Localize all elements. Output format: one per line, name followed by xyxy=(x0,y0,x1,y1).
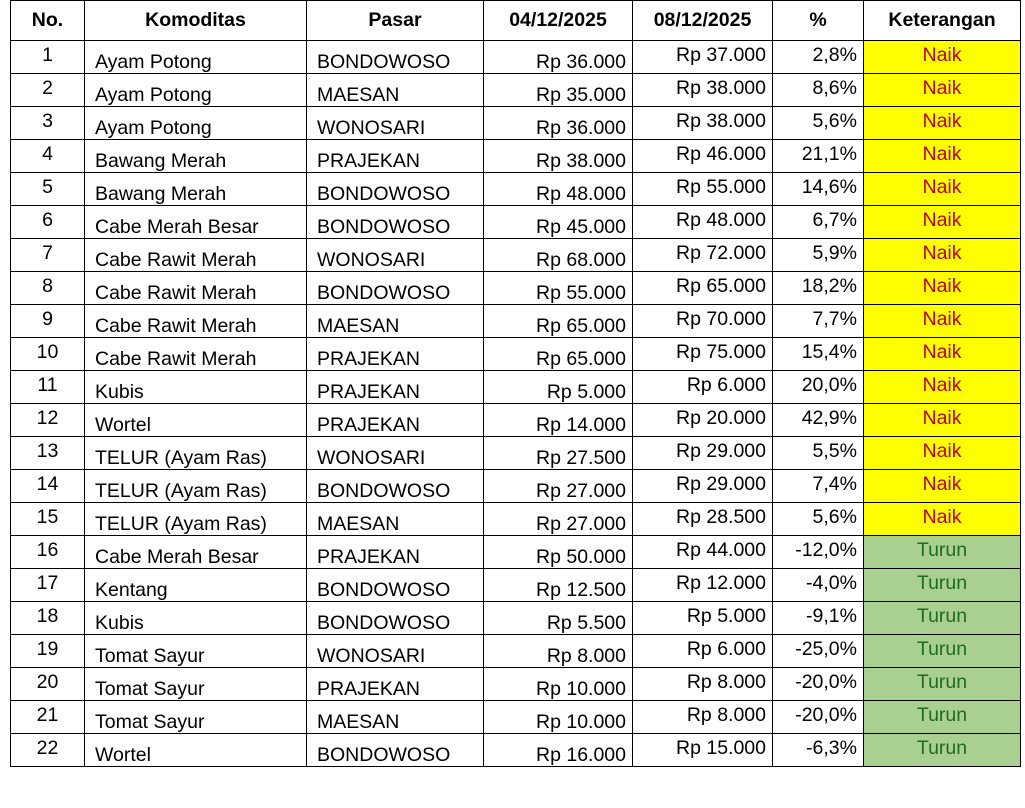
cell-percent: 5,6% xyxy=(773,107,864,140)
cell-no: 17 xyxy=(11,569,85,602)
header-date-1: 04/12/2025 xyxy=(484,1,633,41)
cell-pasar: WONOSARI xyxy=(307,107,484,140)
cell-price-08-12: Rp 5.000 xyxy=(633,602,773,635)
cell-komoditas: Tomat Sayur xyxy=(85,668,307,701)
status-badge-naik: Naik xyxy=(864,239,1021,272)
cell-percent: -4,0% xyxy=(773,569,864,602)
cell-price-04-12: Rp 27.000 xyxy=(484,470,633,503)
table-row xyxy=(11,404,1021,437)
header-no: No. xyxy=(11,1,85,41)
status-badge-naik: Naik xyxy=(864,140,1021,173)
cell-komoditas: Bawang Merah xyxy=(85,140,307,173)
cell-pasar: BONDOWOSO xyxy=(307,173,484,206)
table-row xyxy=(11,569,1021,602)
cell-komoditas: Cabe Rawit Merah xyxy=(85,305,307,338)
cell-komoditas: Kentang xyxy=(85,569,307,602)
table-row xyxy=(11,140,1021,173)
status-badge-naik: Naik xyxy=(864,503,1021,536)
cell-komoditas: Bawang Merah xyxy=(85,173,307,206)
status-badge-naik: Naik xyxy=(864,371,1021,404)
status-badge-naik: Naik xyxy=(864,206,1021,239)
cell-komoditas: TELUR (Ayam Ras) xyxy=(85,437,307,470)
status-badge-turun: Turun xyxy=(864,536,1021,569)
table-row xyxy=(11,371,1021,404)
cell-price-08-12: Rp 15.000 xyxy=(633,734,773,767)
table-row xyxy=(11,74,1021,107)
cell-price-04-12: Rp 16.000 xyxy=(484,734,633,767)
cell-price-04-12: Rp 35.000 xyxy=(484,74,633,107)
cell-price-04-12: Rp 5.500 xyxy=(484,602,633,635)
cell-price-08-12: Rp 29.000 xyxy=(633,470,773,503)
cell-percent: 15,4% xyxy=(773,338,864,371)
cell-percent: 7,4% xyxy=(773,470,864,503)
cell-price-04-12: Rp 36.000 xyxy=(484,41,633,74)
cell-pasar: PRAJEKAN xyxy=(307,140,484,173)
header-pasar: Pasar xyxy=(307,1,484,41)
table-row xyxy=(11,536,1021,569)
cell-pasar: WONOSARI xyxy=(307,635,484,668)
cell-price-04-12: Rp 27.000 xyxy=(484,503,633,536)
table-row xyxy=(11,338,1021,371)
cell-price-08-12: Rp 8.000 xyxy=(633,701,773,734)
cell-no: 11 xyxy=(11,371,85,404)
cell-percent: -12,0% xyxy=(773,536,864,569)
cell-pasar: MAESAN xyxy=(307,503,484,536)
cell-price-08-12: Rp 75.000 xyxy=(633,338,773,371)
status-badge-turun: Turun xyxy=(864,701,1021,734)
status-badge-naik: Naik xyxy=(864,338,1021,371)
cell-percent: 14,6% xyxy=(773,173,864,206)
cell-price-08-12: Rp 12.000 xyxy=(633,569,773,602)
header-komoditas: Komoditas xyxy=(85,1,307,41)
cell-percent: 18,2% xyxy=(773,272,864,305)
cell-no: 3 xyxy=(11,107,85,140)
cell-pasar: WONOSARI xyxy=(307,239,484,272)
status-badge-naik: Naik xyxy=(864,305,1021,338)
cell-percent: -25,0% xyxy=(773,635,864,668)
status-badge-naik: Naik xyxy=(864,470,1021,503)
cell-pasar: BONDOWOSO xyxy=(307,602,484,635)
cell-no: 4 xyxy=(11,140,85,173)
cell-price-08-12: Rp 48.000 xyxy=(633,206,773,239)
table-row xyxy=(11,107,1021,140)
cell-price-04-12: Rp 65.000 xyxy=(484,338,633,371)
cell-percent: 42,9% xyxy=(773,404,864,437)
cell-price-04-12: Rp 55.000 xyxy=(484,272,633,305)
cell-pasar: BONDOWOSO xyxy=(307,206,484,239)
table-header xyxy=(11,1,1021,41)
status-badge-naik: Naik xyxy=(864,107,1021,140)
cell-percent: 5,9% xyxy=(773,239,864,272)
table-row xyxy=(11,602,1021,635)
cell-price-04-12: Rp 14.000 xyxy=(484,404,633,437)
cell-komoditas: Wortel xyxy=(85,734,307,767)
cell-price-04-12: Rp 12.500 xyxy=(484,569,633,602)
cell-komoditas: Ayam Potong xyxy=(85,107,307,140)
cell-komoditas: Kubis xyxy=(85,371,307,404)
cell-price-08-12: Rp 28.500 xyxy=(633,503,773,536)
cell-price-08-12: Rp 6.000 xyxy=(633,635,773,668)
cell-pasar: PRAJEKAN xyxy=(307,536,484,569)
cell-pasar: WONOSARI xyxy=(307,437,484,470)
cell-komoditas: Ayam Potong xyxy=(85,41,307,74)
cell-komoditas: Ayam Potong xyxy=(85,74,307,107)
cell-price-04-12: Rp 8.000 xyxy=(484,635,633,668)
cell-pasar: BONDOWOSO xyxy=(307,734,484,767)
table-row xyxy=(11,206,1021,239)
cell-price-04-12: Rp 36.000 xyxy=(484,107,633,140)
cell-price-04-12: Rp 45.000 xyxy=(484,206,633,239)
cell-percent: -20,0% xyxy=(773,668,864,701)
cell-pasar: PRAJEKAN xyxy=(307,371,484,404)
cell-price-08-12: Rp 46.000 xyxy=(633,140,773,173)
cell-price-08-12: Rp 8.000 xyxy=(633,668,773,701)
cell-no: 10 xyxy=(11,338,85,371)
cell-price-08-12: Rp 55.000 xyxy=(633,173,773,206)
cell-percent: 7,7% xyxy=(773,305,864,338)
cell-no: 18 xyxy=(11,602,85,635)
table-body xyxy=(11,41,1021,767)
cell-komoditas: Tomat Sayur xyxy=(85,635,307,668)
cell-komoditas: Cabe Rawit Merah xyxy=(85,272,307,305)
cell-percent: -6,3% xyxy=(773,734,864,767)
cell-no: 20 xyxy=(11,668,85,701)
header-row xyxy=(11,1,1021,41)
cell-no: 9 xyxy=(11,305,85,338)
cell-no: 16 xyxy=(11,536,85,569)
cell-no: 13 xyxy=(11,437,85,470)
header-keterangan: Keterangan xyxy=(864,1,1021,41)
cell-price-08-12: Rp 70.000 xyxy=(633,305,773,338)
status-badge-naik: Naik xyxy=(864,41,1021,74)
cell-price-08-12: Rp 44.000 xyxy=(633,536,773,569)
price-table xyxy=(10,0,1021,767)
cell-price-04-12: Rp 27.500 xyxy=(484,437,633,470)
status-badge-naik: Naik xyxy=(864,74,1021,107)
table-row xyxy=(11,470,1021,503)
cell-pasar: PRAJEKAN xyxy=(307,668,484,701)
cell-percent: 6,7% xyxy=(773,206,864,239)
cell-komoditas: Cabe Rawit Merah xyxy=(85,239,307,272)
table-row xyxy=(11,173,1021,206)
cell-no: 22 xyxy=(11,734,85,767)
status-badge-turun: Turun xyxy=(864,635,1021,668)
status-badge-naik: Naik xyxy=(864,437,1021,470)
header-date-2: 08/12/2025 xyxy=(633,1,773,41)
table-row xyxy=(11,239,1021,272)
cell-no: 6 xyxy=(11,206,85,239)
status-badge-turun: Turun xyxy=(864,602,1021,635)
table-row xyxy=(11,41,1021,74)
table-row xyxy=(11,734,1021,767)
cell-percent: 5,6% xyxy=(773,503,864,536)
status-badge-turun: Turun xyxy=(864,668,1021,701)
status-badge-naik: Naik xyxy=(864,173,1021,206)
cell-price-04-12: Rp 68.000 xyxy=(484,239,633,272)
cell-no: 12 xyxy=(11,404,85,437)
cell-no: 14 xyxy=(11,470,85,503)
cell-price-08-12: Rp 65.000 xyxy=(633,272,773,305)
cell-price-08-12: Rp 20.000 xyxy=(633,404,773,437)
cell-percent: 2,8% xyxy=(773,41,864,74)
cell-price-08-12: Rp 38.000 xyxy=(633,74,773,107)
cell-no: 5 xyxy=(11,173,85,206)
cell-price-04-12: Rp 10.000 xyxy=(484,668,633,701)
cell-pasar: BONDOWOSO xyxy=(307,569,484,602)
cell-pasar: BONDOWOSO xyxy=(307,272,484,305)
cell-komoditas: Wortel xyxy=(85,404,307,437)
cell-komoditas: Tomat Sayur xyxy=(85,701,307,734)
cell-price-04-12: Rp 65.000 xyxy=(484,305,633,338)
cell-pasar: BONDOWOSO xyxy=(307,470,484,503)
cell-komoditas: TELUR (Ayam Ras) xyxy=(85,503,307,536)
cell-percent: -20,0% xyxy=(773,701,864,734)
status-badge-naik: Naik xyxy=(864,272,1021,305)
cell-no: 19 xyxy=(11,635,85,668)
cell-no: 21 xyxy=(11,701,85,734)
cell-price-04-12: Rp 50.000 xyxy=(484,536,633,569)
table-row xyxy=(11,668,1021,701)
status-badge-naik: Naik xyxy=(864,404,1021,437)
table-row xyxy=(11,701,1021,734)
cell-komoditas: Cabe Rawit Merah xyxy=(85,338,307,371)
cell-komoditas: Cabe Merah Besar xyxy=(85,206,307,239)
cell-price-08-12: Rp 72.000 xyxy=(633,239,773,272)
cell-pasar: PRAJEKAN xyxy=(307,338,484,371)
cell-percent: 8,6% xyxy=(773,74,864,107)
table-row xyxy=(11,437,1021,470)
table-row xyxy=(11,305,1021,338)
table-row xyxy=(11,503,1021,536)
cell-price-04-12: Rp 48.000 xyxy=(484,173,633,206)
cell-no: 1 xyxy=(11,41,85,74)
cell-pasar: MAESAN xyxy=(307,74,484,107)
cell-komoditas: Cabe Merah Besar xyxy=(85,536,307,569)
status-badge-turun: Turun xyxy=(864,734,1021,767)
cell-komoditas: Kubis xyxy=(85,602,307,635)
cell-price-04-12: Rp 5.000 xyxy=(484,371,633,404)
cell-no: 15 xyxy=(11,503,85,536)
header-percent: % xyxy=(773,1,864,41)
cell-price-08-12: Rp 6.000 xyxy=(633,371,773,404)
table-row xyxy=(11,272,1021,305)
cell-no: 2 xyxy=(11,74,85,107)
cell-pasar: MAESAN xyxy=(307,305,484,338)
table-row xyxy=(11,635,1021,668)
status-badge-turun: Turun xyxy=(864,569,1021,602)
cell-pasar: MAESAN xyxy=(307,701,484,734)
cell-no: 8 xyxy=(11,272,85,305)
cell-price-08-12: Rp 38.000 xyxy=(633,107,773,140)
cell-percent: -9,1% xyxy=(773,602,864,635)
cell-price-08-12: Rp 37.000 xyxy=(633,41,773,74)
cell-pasar: PRAJEKAN xyxy=(307,404,484,437)
cell-komoditas: TELUR (Ayam Ras) xyxy=(85,470,307,503)
cell-price-08-12: Rp 29.000 xyxy=(633,437,773,470)
cell-price-04-12: Rp 10.000 xyxy=(484,701,633,734)
cell-price-04-12: Rp 38.000 xyxy=(484,140,633,173)
cell-percent: 5,5% xyxy=(773,437,864,470)
cell-pasar: BONDOWOSO xyxy=(307,41,484,74)
cell-no: 7 xyxy=(11,239,85,272)
cell-percent: 20,0% xyxy=(773,371,864,404)
cell-percent: 21,1% xyxy=(773,140,864,173)
